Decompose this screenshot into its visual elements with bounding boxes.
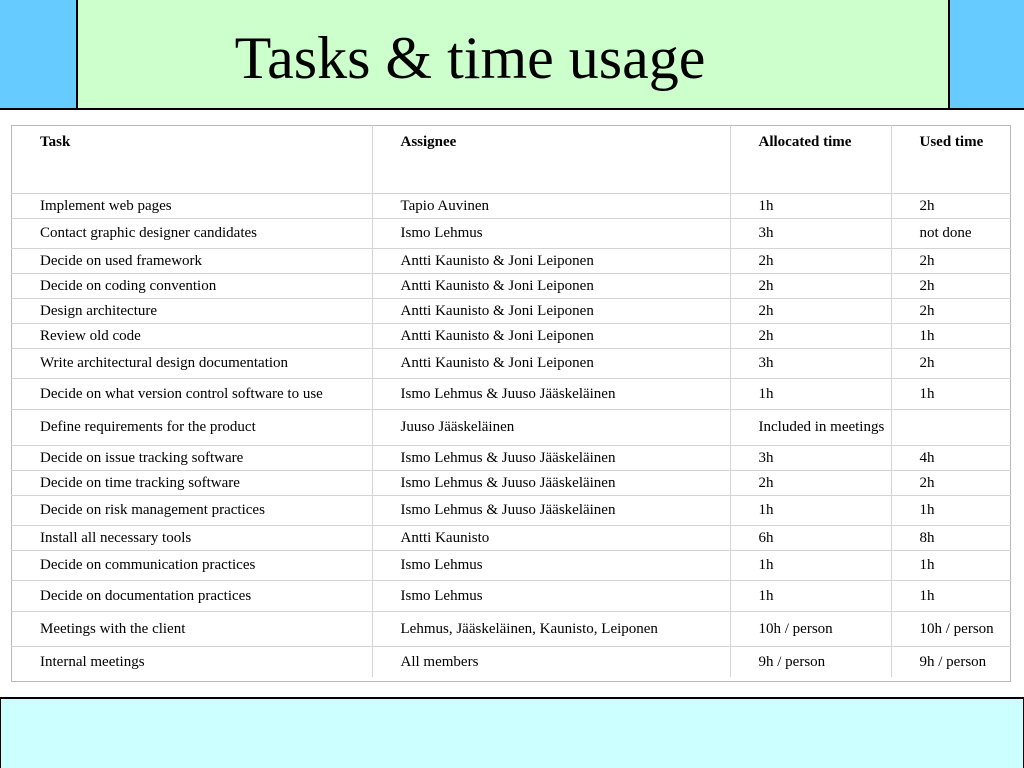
table-row xyxy=(11,193,1011,218)
table-row xyxy=(11,470,1011,495)
cell-used-time: 2h xyxy=(891,193,1011,218)
cell-assignee: Ismo Lehmus xyxy=(372,550,730,580)
cell-assignee: Ismo Lehmus xyxy=(372,580,730,611)
table-row xyxy=(11,323,1011,348)
table-row xyxy=(11,550,1011,580)
cell-allocated-time: 2h xyxy=(730,298,891,323)
tasks-table xyxy=(11,125,1011,677)
table-row xyxy=(11,445,1011,470)
table-row xyxy=(11,525,1011,550)
cell-used-time: 4h xyxy=(891,445,1011,470)
column-header-used-time: Used time xyxy=(919,134,984,150)
cell-used-time: 2h xyxy=(891,248,1011,273)
cell-assignee: All members xyxy=(372,646,730,677)
cell-allocated-time: 9h / person xyxy=(730,646,891,677)
cell-assignee: Antti Kaunisto & Joni Leiponen xyxy=(372,248,730,273)
header-left-panel xyxy=(0,0,78,110)
cell-task: Decide on coding convention xyxy=(11,273,372,298)
cell-assignee: Lehmus, Jääskeläinen, Kaunisto, Leiponen xyxy=(372,611,730,646)
cell-task: Define requirements for the product xyxy=(11,409,372,445)
cell-used-time: 8h xyxy=(891,525,1011,550)
cell-used-time: 10h / person xyxy=(891,611,1011,646)
cell-assignee: Ismo Lehmus & Juuso Jääskeläinen xyxy=(372,495,730,525)
table-row xyxy=(11,495,1011,525)
table-row xyxy=(11,298,1011,323)
header-right-panel xyxy=(948,0,1024,110)
column-header-assignee: Assignee xyxy=(372,125,730,193)
cell-allocated-time: 1h xyxy=(730,378,891,409)
cell-task: Meetings with the client xyxy=(11,611,372,646)
cell-used-time: not done xyxy=(891,218,1011,248)
cell-used-time: 1h xyxy=(891,323,1011,348)
cell-task: Decide on documentation practices xyxy=(11,580,372,611)
cell-task: Decide on time tracking software xyxy=(11,470,372,495)
table-row xyxy=(11,218,1011,248)
cell-used-time: 1h xyxy=(891,550,1011,580)
cell-task: Implement web pages xyxy=(11,193,372,218)
column-header-allocated-time: Allocated time xyxy=(730,125,891,193)
cell-allocated-time: 1h xyxy=(730,550,891,580)
cell-task: Decide on communication practices xyxy=(11,550,372,580)
cell-allocated-time: 1h xyxy=(730,495,891,525)
cell-assignee: Antti Kaunisto & Joni Leiponen xyxy=(372,348,730,378)
table-header-row xyxy=(11,125,1011,193)
cell-allocated-time: 2h xyxy=(730,248,891,273)
cell-used-time: 9h / person xyxy=(891,646,1011,677)
cell-assignee: Antti Kaunisto & Joni Leiponen xyxy=(372,323,730,348)
cell-task: Decide on issue tracking software xyxy=(11,445,372,470)
cell-assignee: Ismo Lehmus xyxy=(372,218,730,248)
table-row xyxy=(11,611,1011,646)
cell-used-time: 1h xyxy=(891,495,1011,525)
cell-assignee: Ismo Lehmus & Juuso Jääskeläinen xyxy=(372,470,730,495)
cell-used-time: 1h xyxy=(891,378,1011,409)
table-body xyxy=(11,193,1011,677)
table-row xyxy=(11,273,1011,298)
cell-allocated-time: 3h xyxy=(730,348,891,378)
cell-allocated-time: 6h xyxy=(730,525,891,550)
table-row xyxy=(11,580,1011,611)
cell-assignee: Antti Kaunisto & Joni Leiponen xyxy=(372,298,730,323)
cell-task: Decide on risk management practices xyxy=(11,495,372,525)
table-row xyxy=(11,348,1011,378)
cell-allocated-time: Included in meetings xyxy=(730,409,891,445)
cell-used-time: 2h xyxy=(891,470,1011,495)
column-header-task: Task xyxy=(11,125,372,193)
table-row xyxy=(11,378,1011,409)
cell-allocated-time: 2h xyxy=(730,273,891,298)
cell-allocated-time: 1h xyxy=(730,193,891,218)
cell-allocated-time: 3h xyxy=(730,445,891,470)
cell-used-time xyxy=(891,409,1011,445)
cell-task: Internal meetings xyxy=(11,646,372,677)
table-row xyxy=(11,248,1011,273)
header-title-panel xyxy=(78,0,948,110)
cell-used-time: 2h xyxy=(891,298,1011,323)
cell-allocated-time: 3h xyxy=(730,218,891,248)
cell-task: Decide on used framework xyxy=(11,248,372,273)
cell-allocated-time: 1h xyxy=(730,580,891,611)
cell-task: Decide on what version control software to use xyxy=(11,378,372,409)
cell-task: Design architecture xyxy=(11,298,372,323)
footer-panel xyxy=(0,697,1024,768)
cell-assignee: Ismo Lehmus & Juuso Jääskeläinen xyxy=(372,445,730,470)
slide-title: Tasks & time usage xyxy=(234,25,706,91)
tasks-table-container xyxy=(11,125,1011,682)
cell-assignee: Antti Kaunisto & Joni Leiponen xyxy=(372,273,730,298)
cell-allocated-time: 10h / person xyxy=(730,611,891,646)
cell-assignee: Juuso Jääskeläinen xyxy=(372,409,730,445)
cell-assignee: Tapio Auvinen xyxy=(372,193,730,218)
table-row xyxy=(11,646,1011,677)
cell-used-time: 2h xyxy=(891,348,1011,378)
cell-task: Review old code xyxy=(11,323,372,348)
cell-task: Write architectural design documentation xyxy=(11,348,372,378)
cell-task: Install all necessary tools xyxy=(11,525,372,550)
cell-allocated-time: 2h xyxy=(730,470,891,495)
table-row xyxy=(11,409,1011,445)
cell-assignee: Antti Kaunisto xyxy=(372,525,730,550)
cell-task: Contact graphic designer candidates xyxy=(11,218,372,248)
cell-used-time: 2h xyxy=(891,273,1011,298)
cell-used-time: 1h xyxy=(891,580,1011,611)
cell-allocated-time: 2h xyxy=(730,323,891,348)
cell-assignee: Ismo Lehmus & Juuso Jääskeläinen xyxy=(372,378,730,409)
